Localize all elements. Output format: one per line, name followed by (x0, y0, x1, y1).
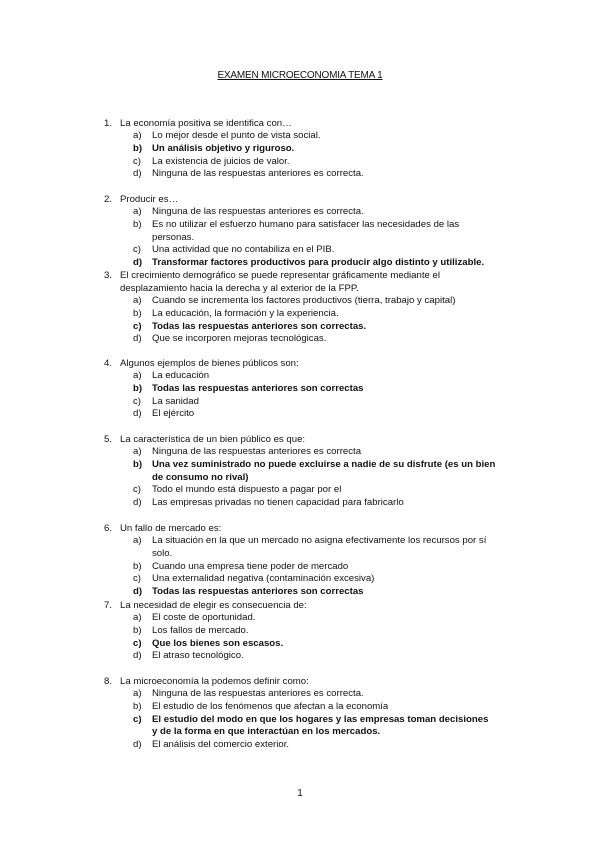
question-text: Algunos ejemplos de bienes públicos son: (120, 358, 299, 369)
question-text: La necesidad de elegir es consecuencia de: (120, 600, 307, 611)
option-c-correct: c) Que los bienes son escasos. (133, 637, 284, 649)
question-header (104, 193, 496, 206)
option-d: d) Que se incorporen mejoras tecnológicas. (133, 333, 327, 345)
question-8 (104, 675, 496, 752)
question-text: El crecimiento demográfico se puede representar gráficamente mediante el desplazamiento hacia la derecha y al exterior de la FPP. (120, 270, 440, 294)
option-a: a) Ninguna de las respuestas anteriores es correcta (133, 446, 362, 457)
option-d-correct: d) Todas las respuestas anteriores son correctas (133, 586, 364, 598)
option-d: d) El ejército (133, 408, 195, 420)
option-b: b) Cuando una empresa tiene poder de mercado (133, 560, 349, 572)
question-7 (104, 599, 496, 663)
question-header (104, 117, 496, 130)
question-3 (104, 269, 496, 346)
question-number: 8. (104, 676, 113, 687)
question-2 (104, 193, 496, 270)
option-b: b) El estudio de los fenómenos que afectan a la economía (133, 700, 389, 712)
option-a: a) Cuando se incrementa los factores productivos (tierra, trabajo y capital) (133, 295, 456, 306)
question-header (104, 599, 496, 612)
option-c-correct: c) El estudio del modo en que los hogares y las empresas toman decisiones y de la forma en que interactúan en los mercados. (133, 713, 489, 738)
question-number: 7. (104, 600, 113, 611)
question-number: 2. (104, 194, 113, 205)
option-b-correct: b) Una vez suministrado no puede excluirse a nadie de su disfrute (es un bien de consumo no rival) (133, 458, 496, 483)
option-a: a) Ninguna de las respuestas anteriores es correcta. (133, 206, 364, 217)
exam-title: EXAMEN MICROECONOMIA TEMA 1 (217, 70, 383, 81)
question-number: 1. (104, 118, 113, 129)
question-text: La economía positiva se identifica con… (120, 118, 292, 129)
option-c: c) Una actividad que no contabiliza en el PIB. (133, 244, 335, 256)
question-text: Un fallo de mercado es: (120, 523, 222, 534)
option-b-correct: b) Todas las respuestas anteriores son correctas (133, 382, 364, 394)
question-5 (104, 433, 496, 510)
question-text: Producir es… (120, 194, 179, 205)
option-c: c) Todo el mundo está dispuesto a pagar por el (133, 484, 342, 496)
option-a: a) La educación (133, 370, 210, 381)
question-number: 5. (104, 434, 113, 445)
option-d: d) El análisis del comercio exterior. (133, 739, 290, 751)
option-a: a) Ninguna de las respuestas anteriores es correcta. (133, 688, 364, 699)
option-a: a) La situación en la que un mercado no asigna efectivamente los recursos por sí solo. (133, 535, 487, 559)
option-b: b) Es no utilizar el esfuerzo humano para satisfacer las necesidades de las personas. (133, 218, 460, 243)
question-text: La característica de un bien público es que: (120, 434, 306, 445)
question-number: 6. (104, 523, 113, 534)
option-c: c) La sanidad (133, 395, 199, 407)
option-b: b) Los fallos de mercado. (133, 624, 249, 636)
option-b-correct: b) Un análisis objetivo y riguroso. (133, 142, 295, 154)
question-number: 4. (104, 358, 113, 369)
option-d: d) Las empresas privadas no tienen capacidad para fabricarlo (133, 497, 404, 509)
option-a: a) Lo mejor desde el punto de vista social. (133, 130, 321, 141)
question-header (104, 675, 496, 688)
option-d-correct: d) Transformar factores productivos para producir algo distinto y utilizable. (133, 257, 485, 269)
question-header (104, 522, 496, 535)
option-c-correct: c) Todas las respuestas anteriores son correctas. (133, 320, 367, 332)
option-c: c) La existencia de juicios de valor. (133, 155, 290, 167)
question-text: La microeconomía la podemos definir como: (120, 676, 309, 687)
question-number: 3. (104, 270, 113, 281)
question-header (104, 433, 496, 446)
question-6 (104, 522, 496, 599)
option-d: d) El atraso tecnológico. (133, 650, 244, 662)
option-a: a) El coste de oportunidad. (133, 612, 256, 623)
option-d: d) Ninguna de las respuestas anteriores es correcta. (133, 168, 364, 180)
question-1 (104, 117, 496, 181)
question-header (104, 357, 496, 370)
page-number: 1 (297, 788, 303, 799)
question-4 (104, 357, 496, 421)
question-header (104, 269, 496, 295)
option-c: c) Una externalidad negativa (contaminación excesiva) (133, 573, 375, 585)
option-b: b) La educación, la formación y la experiencia. (133, 307, 339, 319)
